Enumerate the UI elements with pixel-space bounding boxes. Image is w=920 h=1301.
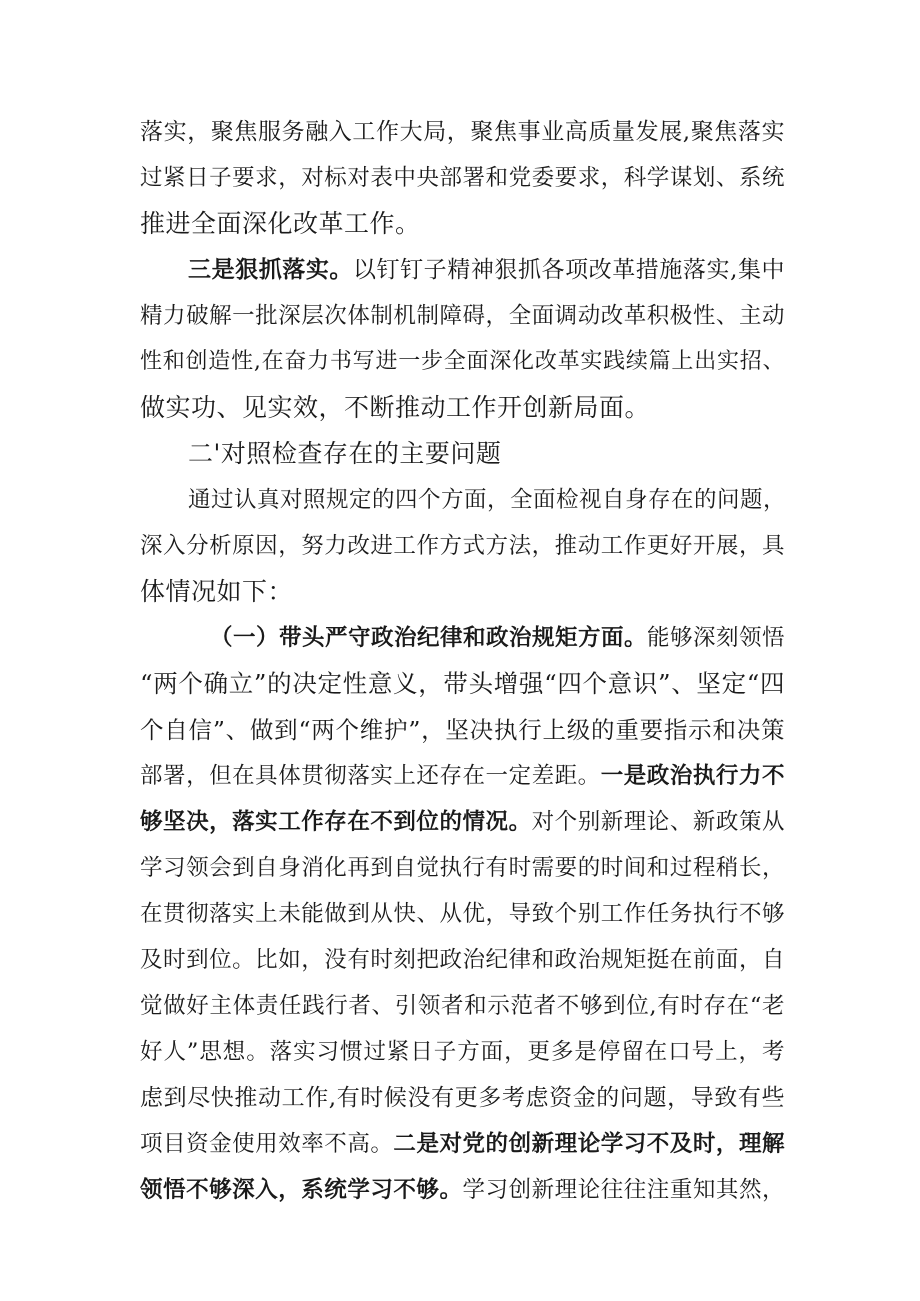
text-line (140, 1173, 785, 1207)
text-segment: 以钉钉子精神狠抓各项改革措施落实,集中 (352, 257, 786, 283)
text-line (188, 483, 785, 517)
text-line (140, 989, 785, 1023)
text-segment: 对个别新理论、新政策从 (531, 809, 785, 835)
text-line (140, 897, 785, 931)
text-segment: 个自信”、做到“两个维护”，坚决执行上级的重要指示和决策 (140, 716, 785, 744)
bold-heading-segment: 一是政治执行力不 (600, 763, 785, 789)
text-line (188, 253, 785, 287)
text-line (140, 391, 785, 425)
text-line (140, 759, 785, 793)
text-segment: 过紧日子要求，对标对表中央部署和党委要求，科学谋划、系统 (140, 165, 785, 191)
bold-heading-segment: （一）带头严守政治纪律和政治规矩方面。 (210, 625, 648, 651)
text-line (140, 345, 785, 379)
text-segment: 二'对照检查存在的主要问题 (188, 439, 502, 468)
text-line (140, 1127, 785, 1161)
text-segment: 部署，但在具体贯彻落实上还存在一定差距。 (140, 763, 601, 789)
text-line (140, 115, 785, 149)
text-segment: 体情况如下： (140, 577, 294, 606)
bold-heading-segment: 二是对党的创新理论学习不及时，理解 (393, 1131, 785, 1157)
text-segment: 落实，聚焦服务融入工作大局，聚焦事业高质量发展,聚焦落实 (140, 119, 785, 145)
text-segment: 推进全面深化改革工作。 (140, 209, 421, 238)
text-line (140, 575, 785, 609)
bold-heading-segment: 三是狠抓落实。 (188, 256, 353, 283)
text-segment: 能够深刻领悟 (647, 625, 786, 651)
text-segment: 觉做好主体责任践行者、引领者和示范者不够到位,有时存在“老 (140, 993, 785, 1019)
text-segment: 性和创造性,在奋力书写进一步全面深化改革实践续篇上出实招、 (140, 349, 785, 374)
text-segment: 通过认真对照规定的四个方面，全面检视自身存在的问题， (188, 487, 787, 513)
text-line (140, 713, 785, 747)
text-segment: 学习领会到自身消化再到自觉执行有时需要的时间和过程稍长， (140, 855, 785, 881)
text-segment: 深入分析原因，努力改进工作方式方法，推动工作更好开展，具 (140, 533, 785, 559)
text-line (140, 667, 785, 701)
text-line (140, 943, 785, 977)
text-segment: 学习创新理论往往注重知其然， (462, 1177, 785, 1203)
text-segment: 好人”思想。落实习惯过紧日子方面，更多是停留在口号上，考 (140, 1039, 785, 1065)
section-heading (188, 437, 785, 471)
text-line (210, 621, 785, 655)
text-segment: 在贯彻落实上未能做到从快、从优，导致个别工作任务执行不够 (140, 901, 785, 927)
text-line (140, 161, 785, 195)
text-line (140, 851, 785, 885)
text-line (140, 805, 785, 839)
text-line (140, 1035, 785, 1069)
text-line (140, 299, 785, 333)
text-segment: 项目资金使用效率不高。 (140, 1131, 394, 1157)
bold-heading-segment: 领悟不够深入，系统学习不够。 (140, 1177, 463, 1203)
text-segment: 做实功、见实效，不断推动工作开创新局面。 (140, 393, 651, 422)
bold-heading-segment: 够坚决，落实工作存在不到位的情况。 (140, 809, 532, 835)
text-line (140, 207, 785, 241)
text-segment: “两个确立”的决定性意义，带头增强“四个意识”、坚定“四 (140, 669, 785, 698)
text-line (140, 529, 785, 563)
text-segment: 虑到尽快推动工作,有时候没有更多考虑资金的问题，导致有些 (140, 1085, 785, 1111)
text-segment: 及时到位。比如，没有时刻把政治纪律和政治规矩挺在前面，自 (140, 947, 785, 973)
text-segment: 精力破解一批深层次体制机制障碍，全面调动改革积极性、主动 (140, 303, 785, 329)
text-line (140, 1081, 785, 1115)
